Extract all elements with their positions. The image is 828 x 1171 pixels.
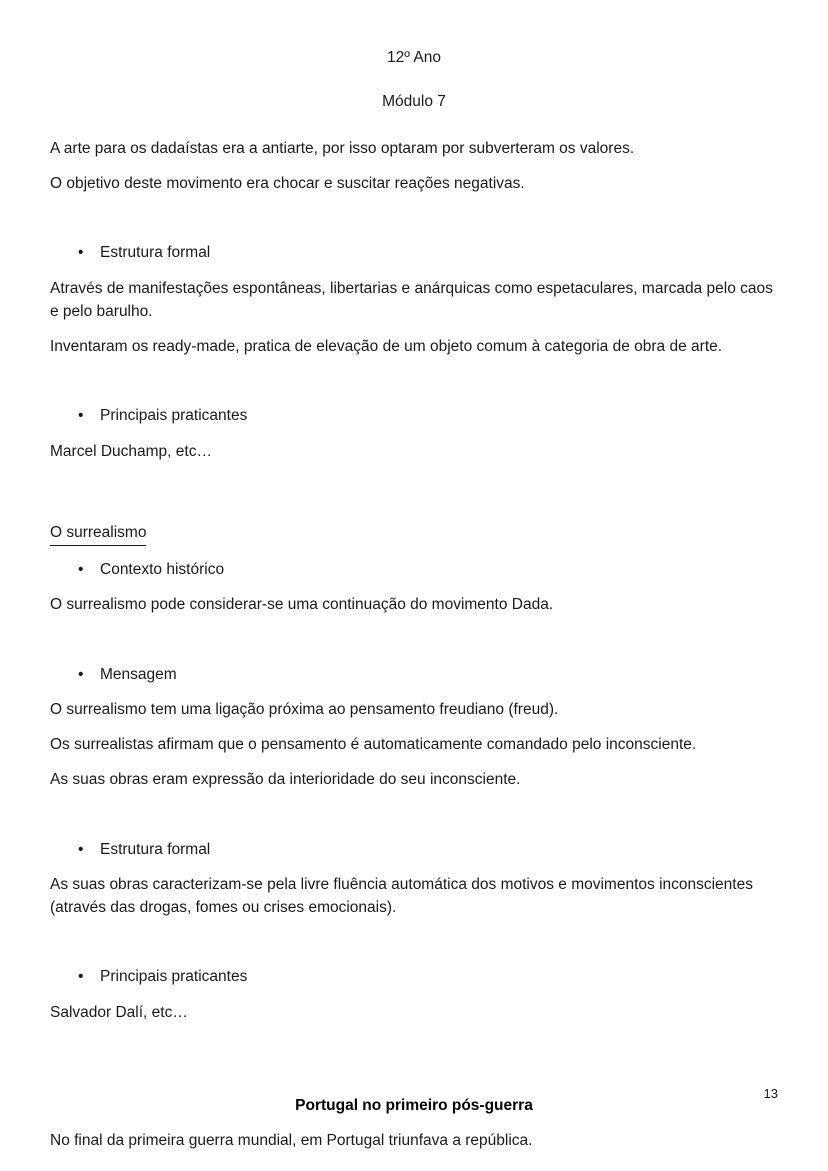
bullet-item-contexto-historico [50,558,778,581]
bullet-label: Estrutura formal [100,244,211,262]
spacer [50,463,778,509]
page-number: 13 [763,1086,778,1101]
bullet-item-mensagem [50,663,778,686]
header-year: 12º Ano [387,49,441,66]
spacer [50,265,778,277]
section-heading-surrealismo: O surrealismo [50,521,146,546]
bullet-label: Estrutura formal [100,840,211,858]
bullet-dot-icon: • [78,244,84,262]
dada-estrutura-paragraph-1: Através de manifestações espontâneas, libertarias e anárquicas como espetaculares, marcada pelo caos e pelo barulho. [50,279,773,320]
bullet-label: Principais praticantes [100,968,248,986]
spacer [50,1070,778,1094]
spacer [50,195,778,241]
spacer [50,617,778,663]
bullet-label: Principais praticantes [100,407,248,425]
dada-praticantes-paragraph-1: Marcel Duchamp, etc… [50,442,212,460]
section-heading-portugal: Portugal no primeiro pós-guerra [295,1096,533,1114]
spacer [50,546,778,558]
bullet-item-estrutura-formal-dada [50,241,778,264]
spacer [50,1024,778,1070]
spacer [50,113,778,137]
bullet-dot-icon: • [78,407,84,425]
document-content [50,0,778,1152]
spacer [50,509,778,521]
portugal-paragraph-1: No final da primeira guerra mundial, em Portugal triunfava a república. [50,1132,533,1150]
spacer [50,861,778,873]
bullet-dot-icon: • [78,561,84,579]
bullet-dot-icon: • [78,840,84,858]
contexto-historico-paragraph-1: O surrealismo pode considerar-se uma continuação do movimento Dada. [50,596,554,614]
bullet-label: Mensagem [100,665,177,683]
section-heading-wrapper-surrealismo [50,521,778,546]
mensagem-paragraph-1: O surrealismo tem uma ligação próxima ao pensamento freudiano (freud). [50,700,559,718]
bullet-dot-icon: • [78,665,84,683]
spacer [50,792,778,838]
dada-intro-paragraph-2: O objetivo deste movimento era chocar e suscitar reações negativas. [50,175,525,193]
dada-estrutura-paragraph-2: Inventaram os ready-made, pratica de elevação de um objeto comum à categoria de obra de arte. [50,338,723,356]
bullet-item-estrutura-formal-surrealismo [50,838,778,861]
mensagem-paragraph-2: Os surrealistas afirmam que o pensamento é automaticamente comandado pelo inconsciente. [50,736,697,754]
surrealismo-praticantes-paragraph-1: Salvador Dalí, etc… [50,1003,188,1021]
bullet-item-principais-praticantes-surrealismo [50,965,778,988]
surrealismo-estrutura-paragraph-1: As suas obras caracterizam-se pela livre fluência automática dos motivos e movimentos inconscientes (através das drogas, fomes ou crises emocionais). [50,875,753,917]
mensagem-paragraph-3: As suas obras eram expressão da interioridade do seu inconsciente. [50,771,521,789]
spacer [50,1117,778,1129]
spacer [50,686,778,698]
bullet-dot-icon: • [78,968,84,986]
header-module: Módulo 7 [382,92,446,110]
bullet-label: Contexto histórico [100,561,225,579]
dada-intro-paragraph-1: A arte para os dadaístas era a antiarte, por isso optaram por subverteram os valores. [50,139,635,157]
spacer [50,581,778,593]
spacer [50,919,778,965]
spacer [50,989,778,1001]
spacer [50,428,778,440]
spacer [50,358,778,404]
bullet-item-principais-praticantes-dada [50,404,778,427]
